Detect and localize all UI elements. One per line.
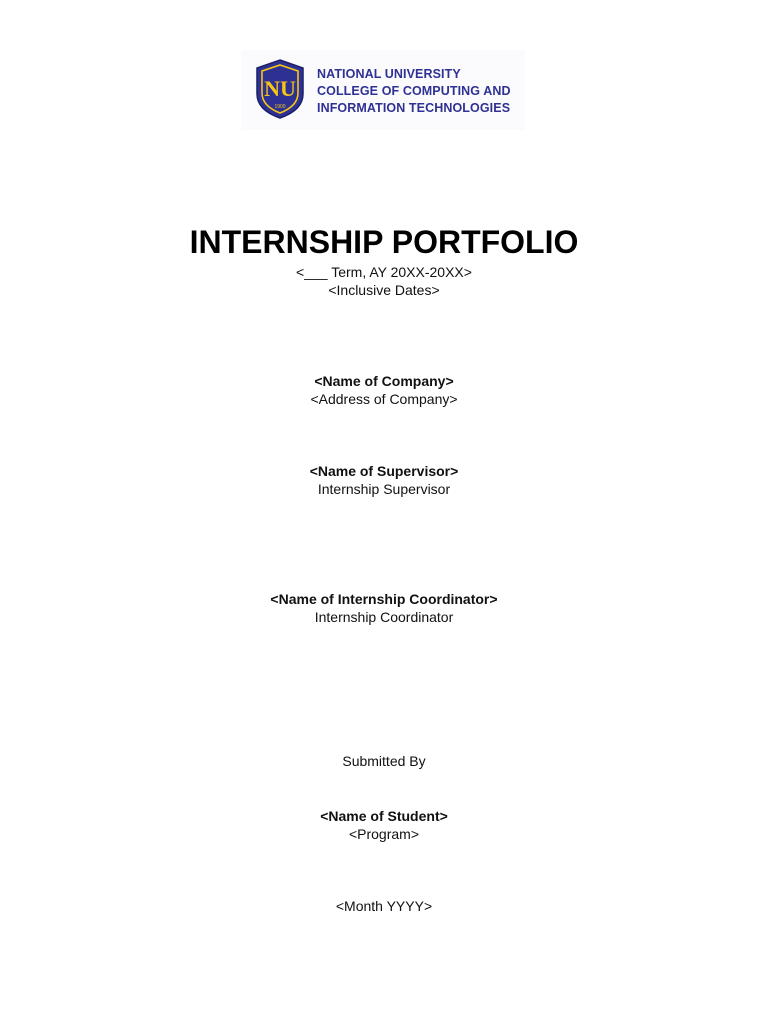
academic-term: <___ Term, AY 20XX-20XX> (296, 264, 472, 280)
seal-year: 1900 (274, 104, 286, 110)
logo-line-college: COLLEGE OF COMPUTING AND (317, 84, 511, 98)
logo-text (317, 66, 511, 117)
seal-letters: NU (264, 76, 296, 101)
company-address: <Address of Company> (310, 391, 458, 407)
logo-line-university: NATIONAL UNIVERSITY (317, 67, 461, 81)
supervisor-name: <Name of Supervisor> (309, 463, 459, 479)
coordinator-name: <Name of Internship Coordinator> (270, 591, 498, 607)
student-name: <Name of Student> (320, 808, 448, 824)
logo-line-department: INFORMATION TECHNOLOGIES (317, 101, 511, 115)
submission-date: <Month YYYY> (335, 898, 433, 914)
company-name: <Name of Company> (314, 373, 454, 389)
coordinator-role: Internship Coordinator (314, 609, 454, 625)
student-program: <Program> (348, 826, 420, 842)
university-logo (241, 50, 525, 130)
university-seal-icon (253, 58, 307, 120)
inclusive-dates: <Inclusive Dates> (328, 282, 440, 298)
submitted-by-label: Submitted By (342, 753, 426, 769)
page-title: INTERNSHIP PORTFOLIO (189, 224, 579, 260)
supervisor-role: Internship Supervisor (317, 481, 451, 497)
